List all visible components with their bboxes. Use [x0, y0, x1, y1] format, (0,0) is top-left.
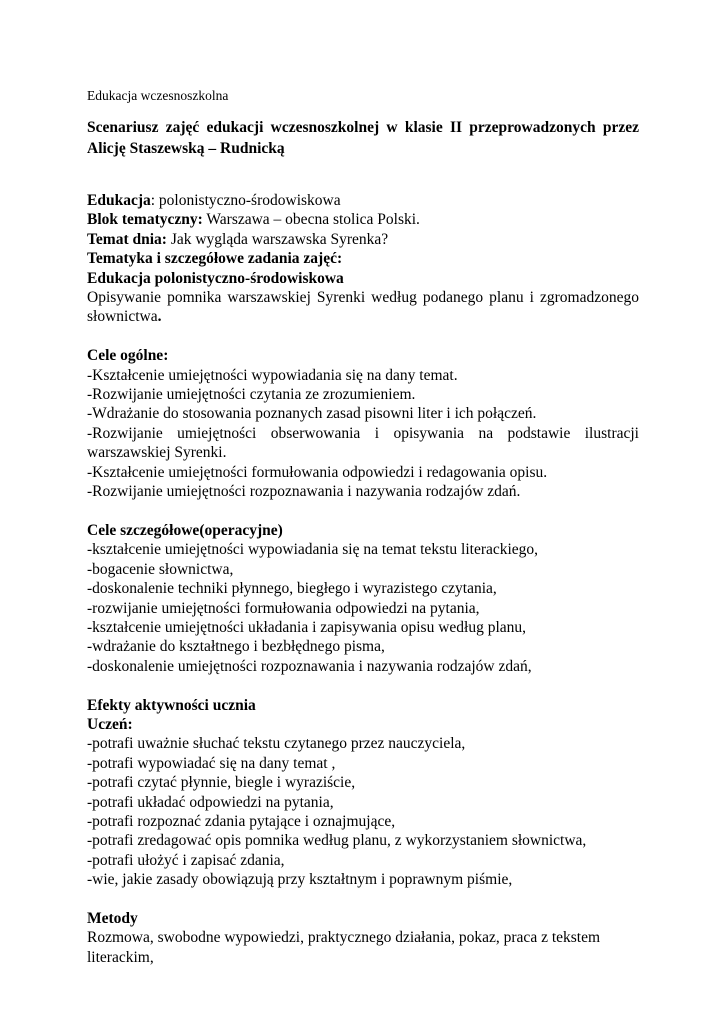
list-item: -potrafi układać odpowiedzi na pytania,	[87, 793, 334, 811]
metody-text: Rozmowa, swobodne wypowiedzi, praktycznego działania, pokaz, praca z tekstem literackim,	[87, 929, 601, 966]
list-item: -bogacenie słownictwa,	[87, 560, 234, 578]
list-item: -Rozwijanie umiejętności czytania ze zrozumieniem.	[87, 386, 416, 404]
opis-paragraph	[87, 288, 639, 327]
spacer	[87, 890, 639, 909]
document-page	[87, 86, 639, 967]
spacer	[87, 175, 639, 191]
list-item: -potrafi rozpoznać zdania pytające i oznajmujące,	[87, 812, 396, 830]
list-item: -Rozwijanie umiejętności rozpoznawania i nazywania rodzajów zdań.	[87, 483, 521, 501]
metody-heading: Metody	[87, 909, 138, 927]
edukacja-value: : polonistyczno-środowiskowa	[150, 192, 341, 209]
document-title: Scenariusz zajęć edukacji wczesnoszkolnej w klasie II przeprowadzonych przez Alicję Staszewską – Rudnicką	[87, 119, 639, 157]
edukacja-pol-heading: Edukacja polonistyczno-środowiskowa	[87, 269, 344, 287]
list-item: -kształcenie umiejętności układania i zapisywania opisu według planu,	[87, 618, 527, 636]
edukacja-label: Edukacja	[87, 192, 151, 209]
blok-value: Warszawa – obecna stolica Polski.	[202, 211, 420, 229]
list-item: -Rozwijanie umiejętności obserwowania i opisywania na podstawie ilustracji warszawskiej Syrenki.	[87, 424, 639, 462]
spacer	[87, 501, 639, 520]
list-item: -kształcenie umiejętności wypowiadania się na temat tekstu literackiego,	[87, 541, 539, 559]
subject-label: Edukacja wczesnoszkolna	[87, 88, 229, 103]
spacer	[87, 327, 639, 346]
list-item: -Wdrażanie do stosowania poznanych zasad pisowni liter i ich połączeń.	[87, 405, 537, 423]
list-item: -wie, jakie zasady obowiązują przy kształtnym i poprawnym piśmie,	[87, 871, 513, 889]
edukacja-line	[87, 191, 639, 210]
efekty-heading: Efekty aktywności ucznia	[87, 696, 256, 714]
list-item: -potrafi uważnie słuchać tekstu czytanego przez nauczyciela,	[87, 735, 466, 753]
list-item: -wdrażanie do kształtnego i bezbłędnego pisma,	[87, 638, 385, 656]
temat-label: Temat dnia:	[87, 230, 167, 248]
list-item: -doskonalenie umiejętności rozpoznawania i nazywania rodzajów zdań,	[87, 657, 532, 675]
temat-value: Jak wygląda warszawska Syrenka?	[166, 230, 389, 248]
blok-line	[87, 210, 639, 229]
list-item: -Kształcenie umiejętności formułowania odpowiedzi i redagowania opisu.	[87, 463, 548, 481]
temat-line	[87, 230, 639, 249]
list-item: -doskonalenie techniki płynnego, biegłego i wyrazistego czytania,	[87, 580, 497, 598]
efekty-subheading: Uczeń:	[87, 715, 133, 733]
cele-ogolne-heading: Cele ogólne:	[87, 347, 169, 365]
blok-label: Blok tematyczny:	[87, 211, 203, 229]
cele-szczegolowe-heading: Cele szczegółowe(operacyjne)	[87, 521, 283, 539]
spacer	[87, 676, 639, 695]
list-item: -potrafi ułożyć i zapisać zdania,	[87, 851, 285, 869]
list-item: -potrafi wypowiadać się na dany temat ,	[87, 754, 336, 772]
list-item: -potrafi zredagować opis pomnika według planu, z wykorzystaniem słownictwa,	[87, 832, 587, 850]
list-item: -rozwijanie umiejętności formułowania odpowiedzi na pytania,	[87, 599, 480, 617]
list-item: -Kształcenie umiejętności wypowiadania się na dany temat.	[87, 366, 458, 384]
opis-text: Opisywanie pomnika warszawskiej Syrenki według podanego planu i zgromadzonego słownictwa	[87, 289, 639, 326]
opis-period: .	[157, 308, 162, 326]
tematyka-heading: Tematyka i szczegółowe zadania zajęć:	[87, 250, 343, 268]
list-item: -potrafi czytać płynnie, biegle i wyraziście,	[87, 774, 356, 792]
